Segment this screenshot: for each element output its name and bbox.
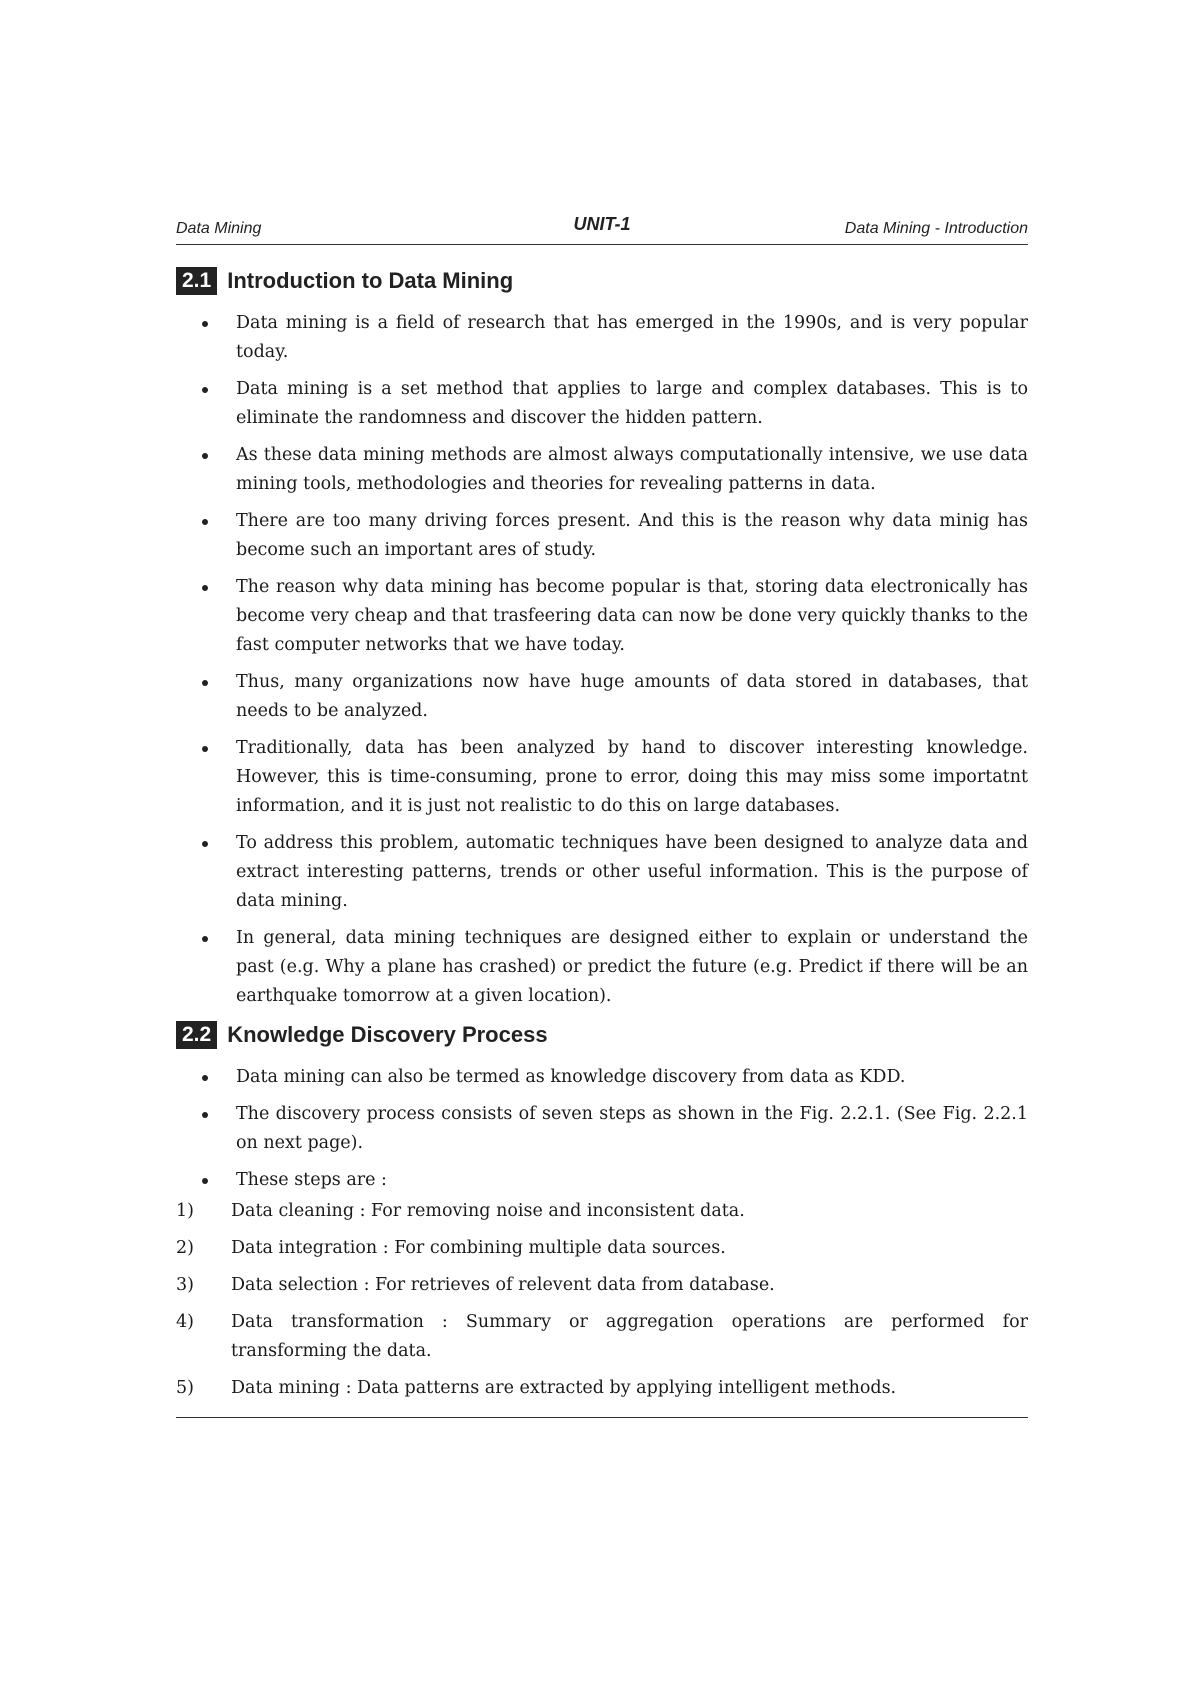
section-2-2 xyxy=(176,1021,1028,1403)
list-item: In general, data mining techniques are designed either to explain or understand the past (e.g. Why a plane has crashed) or predict the future (e.g. Predict if there will be an earthquake tomorrow at a given location). xyxy=(176,924,1028,1011)
step-number: 4) xyxy=(176,1312,194,1332)
bullet-icon xyxy=(202,746,208,752)
list-item: There are too many driving forces present. And this is the reason why data minig has become such an important ares of study. xyxy=(176,507,1028,565)
step-item: 4) Data transformation : Summary or aggregation operations are performed for transforming the data. xyxy=(176,1308,1028,1366)
section-number: 2.2 xyxy=(176,1021,217,1049)
list-item: Data mining can also be termed as knowledge discovery from data as KDD. xyxy=(176,1063,1028,1092)
bullet-icon xyxy=(202,453,208,459)
page-header xyxy=(176,210,1028,245)
section-title: Introduction to Data Mining xyxy=(227,268,514,293)
bullet-icon xyxy=(202,841,208,847)
bullet-icon xyxy=(202,1075,208,1081)
bullet-icon xyxy=(202,321,208,327)
bullet-icon xyxy=(202,936,208,942)
step-item: 5) Data mining : Data patterns are extracted by applying intelligent methods. xyxy=(176,1374,1028,1403)
bullet-icon xyxy=(202,585,208,591)
step-item: 3) Data selection : For retrieves of relevent data from database. xyxy=(176,1271,1028,1300)
bullet-icon xyxy=(202,387,208,393)
section-title: Knowledge Discovery Process xyxy=(227,1022,548,1047)
step-item: 1) Data cleaning : For removing noise and inconsistent data. xyxy=(176,1197,1028,1226)
list-item: The discovery process consists of seven steps as shown in the Fig. 2.2.1. (See Fig. 2.2.1 on next page). xyxy=(176,1100,1028,1158)
step-number: 5) xyxy=(176,1378,194,1398)
footer-divider xyxy=(176,1417,1028,1418)
section-heading xyxy=(176,267,1028,295)
header-center: UNIT-1 xyxy=(573,214,631,234)
list-item: As these data mining methods are almost always computationally intensive, we use data mining tools, methodologies and theories for revealing patterns in data. xyxy=(176,441,1028,499)
section-2-1 xyxy=(176,267,1028,1011)
bullet-icon xyxy=(202,519,208,525)
bullet-icon xyxy=(202,1178,208,1184)
list-item: Thus, many organizations now have huge amounts of data stored in databases, that needs to be analyzed. xyxy=(176,668,1028,726)
step-number: 3) xyxy=(176,1275,194,1295)
list-item: Traditionally, data has been analyzed by hand to discover interesting knowledge. However, this is time-consuming, prone to error, doing this may miss some importatnt information, and it is just not realistic to do this on large databases. xyxy=(176,734,1028,821)
bullet-icon xyxy=(202,1112,208,1118)
list-item: To address this problem, automatic techniques have been designed to analyze data and extract interesting patterns, trends or other useful information. This is the purpose of data mining. xyxy=(176,829,1028,916)
document-page xyxy=(176,210,1028,1418)
bullet-list xyxy=(176,1063,1028,1195)
header-left: Data Mining xyxy=(176,220,262,237)
bullet-icon xyxy=(202,680,208,686)
steps-list xyxy=(176,1197,1028,1403)
list-item: Data mining is a set method that applies to large and complex databases. This is to eliminate the randomness and discover the hidden pattern. xyxy=(176,375,1028,433)
step-number: 2) xyxy=(176,1238,194,1258)
step-number: 1) xyxy=(176,1201,194,1221)
header-right: Data Mining - Introduction xyxy=(844,220,1028,237)
list-item: These steps are : xyxy=(176,1166,1028,1195)
list-item: Data mining is a field of research that has emerged in the 1990s, and is very popular today. xyxy=(176,309,1028,367)
section-heading xyxy=(176,1021,1028,1049)
list-item: The reason why data mining has become popular is that, storing data electronically has become very cheap and that trasfeering data can now be done very quickly thanks to the fast computer networks that we have today. xyxy=(176,573,1028,660)
bullet-list xyxy=(176,309,1028,1011)
section-number: 2.1 xyxy=(176,267,217,295)
step-item: 2) Data integration : For combining multiple data sources. xyxy=(176,1234,1028,1263)
